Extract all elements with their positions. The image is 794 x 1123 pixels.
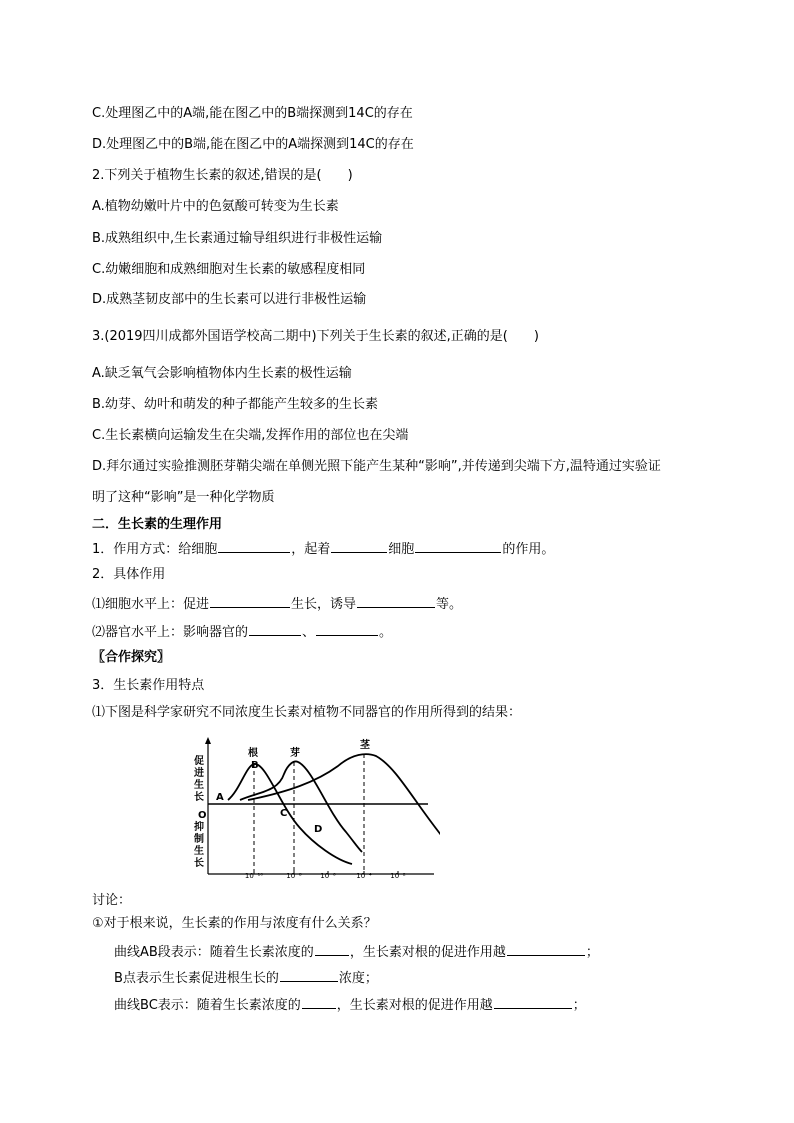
q2-option-b: B.成熟组织中,生长素通过输导组织进行非极性运输 bbox=[92, 231, 383, 246]
q3-option-d-line1: D.拜尔通过实验推测胚芽鞘尖端在单侧光照下能产生某种“影响”,并传递到尖端下方,温特通过实验证 bbox=[92, 459, 661, 474]
point-label: C bbox=[280, 808, 288, 819]
y-label-promote-char: 进 bbox=[194, 768, 204, 779]
x-tick-label: 10⁻² bbox=[390, 872, 406, 880]
q2-option-d: D.成熟茎韧皮部中的生长素可以进行非极性运输 bbox=[92, 292, 367, 307]
ab-text-c: ； bbox=[585, 945, 599, 960]
blank bbox=[357, 595, 435, 608]
series-label: 茎 bbox=[360, 740, 370, 751]
series-label: 芽 bbox=[290, 748, 300, 759]
cell-text-b: 生长，诱导 bbox=[291, 597, 357, 612]
y-label-promote-char: 长 bbox=[194, 792, 204, 803]
blank bbox=[210, 595, 290, 608]
item1 bbox=[92, 540, 554, 558]
item1-text-c: 细胞 bbox=[388, 542, 415, 557]
item3: 3．生长素作用特点 bbox=[92, 678, 205, 693]
origin-label: O bbox=[198, 810, 207, 821]
q2-option-c: C.幼嫩细胞和成熟细胞对生长素的敏感程度相同 bbox=[92, 262, 366, 277]
discussion-ab bbox=[114, 943, 599, 961]
q1-option-d: D.处理图乙中的B端,能在图乙中的A端探测到14C的存在 bbox=[92, 137, 414, 152]
b-text-a: B点表示生长素促进根生长的 bbox=[114, 971, 279, 986]
discussion-b bbox=[114, 969, 378, 987]
discussion-label: 讨论： bbox=[92, 893, 132, 908]
y-label-inhibit-char: 长 bbox=[194, 858, 204, 869]
blank bbox=[218, 540, 290, 553]
organ-text-a: ⑵器官水平上：影响器官的 bbox=[92, 625, 249, 640]
series-stem-curve bbox=[248, 754, 440, 846]
cell-text-c: 等。 bbox=[436, 597, 463, 612]
point-label: B bbox=[251, 760, 259, 771]
organ-level bbox=[92, 623, 392, 641]
explore-heading: 〖合作探究〗 bbox=[92, 650, 171, 665]
y-label-inhibit-char: 制 bbox=[194, 834, 204, 845]
q3-option-c: C.生长素横向运输发生在尖端,发挥作用的部位也在尖端 bbox=[92, 428, 409, 443]
section-heading: 二．生长素的生理作用 bbox=[92, 517, 223, 532]
chart-intro: ⑴下图是科学家研究不同浓度生长素对植物不同器官的作用所得到的结果： bbox=[92, 705, 522, 720]
auxin-concentration-chart bbox=[188, 734, 440, 880]
y-label-promote-char: 促 bbox=[194, 756, 204, 767]
bc-text-b: ，生长素对根的促进作用越 bbox=[336, 998, 493, 1013]
blank bbox=[315, 943, 349, 956]
q2-option-a: A.植物幼嫩叶片中的色氨酸可转变为生长素 bbox=[92, 199, 339, 214]
y-label-inhibit-char: 生 bbox=[194, 846, 204, 857]
blank bbox=[415, 540, 501, 553]
x-tick-label: 10⁻⁴ bbox=[356, 872, 372, 880]
blank bbox=[280, 969, 338, 982]
discussion-bc bbox=[114, 996, 586, 1014]
y-axis-arrow bbox=[205, 737, 211, 744]
y-label-promote-char: 生 bbox=[194, 780, 204, 791]
cell-level bbox=[92, 595, 462, 613]
x-tick-label: 10⁻¹⁰ bbox=[244, 872, 264, 880]
series-bud-curve bbox=[240, 762, 362, 853]
point-label: D bbox=[314, 824, 323, 835]
series-label: 根 bbox=[248, 748, 258, 759]
ab-text-a: 曲线AB段表示：随着生长素浓度的 bbox=[114, 945, 314, 960]
blank bbox=[507, 943, 585, 956]
point-label: A bbox=[216, 792, 224, 803]
item2: 2．具体作用 bbox=[92, 567, 166, 582]
blank bbox=[494, 996, 572, 1009]
item1-text-a: 1．作用方式：给细胞 bbox=[92, 542, 218, 557]
b-text-b: 浓度； bbox=[338, 971, 378, 986]
q3-option-a: A.缺乏氧气会影响植物体内生长素的极性运输 bbox=[92, 366, 352, 381]
blank bbox=[331, 540, 387, 553]
y-label-inhibit-char: 抑 bbox=[194, 822, 204, 833]
x-tick-label: 10⁻⁸ bbox=[286, 872, 302, 880]
q1-option-c: C.处理图乙中的A端,能在图乙中的B端探测到14C的存在 bbox=[92, 106, 413, 121]
q3-stem: 3.(2019四川成都外国语学校高二期中)下列关于生长素的叙述,正确的是( ) bbox=[92, 329, 539, 344]
ab-text-b: ，生长素对根的促进作用越 bbox=[349, 945, 506, 960]
blank bbox=[249, 623, 301, 636]
discussion-q1: ①对于根来说，生长素的作用与浓度有什么关系？ bbox=[92, 916, 377, 931]
organ-text-b: 、 bbox=[302, 625, 316, 640]
q2-stem: 2.下列关于植物生长素的叙述,错误的是( ) bbox=[92, 168, 353, 183]
blank bbox=[302, 996, 336, 1009]
blank bbox=[316, 623, 378, 636]
item1-text-b: ，起着 bbox=[291, 542, 331, 557]
q3-option-d-line2: 明了这种“影响”是一种化学物质 bbox=[92, 490, 275, 505]
cell-text-a: ⑴细胞水平上：促进 bbox=[92, 597, 210, 612]
organ-text-c: 。 bbox=[379, 625, 393, 640]
item1-text-d: 的作用。 bbox=[502, 542, 555, 557]
bc-text-c: ； bbox=[572, 998, 586, 1013]
x-tick-label: 10⁻⁶ bbox=[320, 872, 336, 880]
q3-option-b: B.幼芽、幼叶和萌发的种子都能产生较多的生长素 bbox=[92, 397, 379, 412]
bc-text-a: 曲线BC表示：随着生长素浓度的 bbox=[114, 998, 301, 1013]
